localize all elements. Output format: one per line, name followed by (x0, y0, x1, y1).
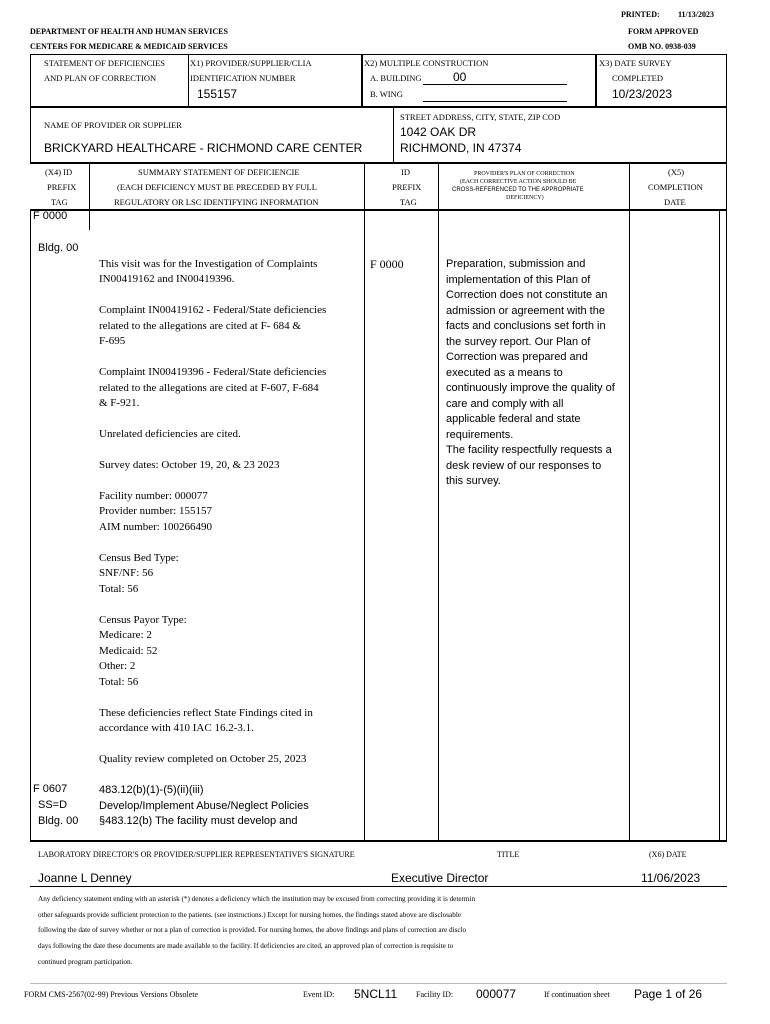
summary-p4: Unrelated deficiencies are cited. (99, 428, 241, 440)
summary-p6-l1: Facility number: 000077 (99, 490, 208, 502)
building-value: 00 (453, 70, 467, 84)
address-line-2: RICHMOND, IN 47374 (400, 141, 522, 155)
body-right-border (726, 211, 727, 841)
x3-label-2: COMPLETED (612, 73, 663, 83)
header-right-border (726, 54, 727, 164)
continuation-label: If continuation sheet (544, 990, 610, 999)
summary-p8-l2: Medicare: 2 (99, 629, 152, 641)
form-number: FORM CMS-2567(02-99) Previous Versions Obsolete (24, 990, 199, 999)
poc-line-14: desk review of our responses to (446, 460, 602, 472)
address-label: STREET ADDRESS, CITY, STATE, ZIP COD (400, 112, 561, 122)
col-sep-c (438, 164, 439, 210)
tag-severity: SS=D (38, 799, 68, 811)
summary-header-2: (EACH DEFICIENCY MUST BE PRECEDED BY FULL (117, 182, 317, 192)
poc-line-9: continuously improve the quality of (446, 382, 615, 394)
tag-bldg-00-2: Bldg. 00 (38, 815, 79, 827)
summary-p1-l2: IN00419162 and IN00419396. (99, 273, 235, 285)
summary-p2-l2: related to the allegations are cited at F- 684 & (99, 320, 301, 332)
footer-rule (30, 983, 727, 984)
disclaimer-line-5: continued program participation. (38, 958, 133, 966)
summary-p8-l3: Medicaid: 52 (99, 645, 158, 657)
statement-label-1: STATEMENT OF DEFICIENCIES (44, 58, 166, 68)
building-label: A. BUILDING (370, 73, 422, 83)
facility-id-value: 000077 (476, 987, 517, 1001)
summary-p6-l2: Provider number: 155157 (99, 505, 213, 517)
department-name: DEPARTMENT OF HEALTH AND HUMAN SERVICES (30, 27, 228, 36)
summary-p8-l4: Other: 2 (99, 660, 136, 672)
body-sep-inner-right (719, 211, 720, 841)
form-approved: FORM APPROVED (628, 27, 699, 36)
header-bottom-line (30, 162, 727, 164)
col-sep-b (364, 164, 365, 210)
header-sep-3 (595, 54, 597, 106)
facility-id-label: Facility ID: (416, 990, 454, 999)
body-left-border (30, 211, 31, 841)
poc-line-13: The facility respectfully requests a (446, 444, 612, 456)
summary-p7-l2: SNF/NF: 56 (99, 567, 154, 579)
x5-header-1: (X5) (668, 167, 685, 177)
tag-bldg-00: Bldg. 00 (38, 242, 79, 254)
poc-line-10: care and comply with all (446, 398, 564, 410)
header-sep-1 (188, 54, 189, 106)
building-underline (423, 84, 567, 85)
printed-date: 11/13/2023 (678, 10, 715, 19)
x4-header-2: PREFIX (47, 182, 77, 192)
printed-label: PRINTED: (621, 10, 660, 19)
omb-number: OMB NO. 0938-039 (628, 42, 696, 51)
provider-id-value: 155157 (197, 87, 238, 101)
poc-line-11: applicable federal and state (446, 413, 581, 425)
title-label: TITLE (497, 850, 520, 859)
body-sep-b (364, 211, 365, 841)
signature-date: 11/06/2023 (641, 871, 701, 885)
page-number: Page 1 of 26 (634, 987, 703, 1001)
poc-line-6: the survey report. Our Plan of (446, 336, 591, 348)
poc-header-4: DEFICIENCY) (506, 195, 544, 201)
tag-f0607: F 0607 (33, 783, 68, 795)
summary-p5: Survey dates: October 19, 20, & 23 2023 (99, 459, 280, 471)
poc-line-2: implementation of this Plan of (446, 274, 591, 286)
header-divider (30, 106, 727, 108)
summary-p1-l1: This visit was for the Investigation of Complaints (99, 258, 318, 270)
header-sep-2 (361, 54, 363, 106)
disclaimer-line-2: other safeguards provide sufficient protection to the patients. (see instructions.) Except for nursing homes, the findings stated above are disclosable (38, 911, 462, 919)
f607-line-2: Develop/Implement Abuse/Neglect Policies (99, 800, 309, 812)
x3-label-1: X3) DATE SURVEY (599, 58, 672, 68)
summary-p3-l1: Complaint IN00419396 - Federal/State deficiencies (99, 366, 327, 378)
summary-header-3: REGULATORY OR LSC IDENTIFYING INFORMATION (114, 197, 319, 207)
body-bottom-line (30, 840, 727, 842)
x6-date-label: (X6) DATE (649, 850, 687, 859)
poc-line-5: facts and conclusions set forth in (446, 320, 606, 332)
poc-line-1: Preparation, submission and (446, 258, 586, 270)
x5-header-3: DATE (664, 197, 686, 207)
column-header-bottom (30, 209, 727, 211)
id-header-3: TAG (400, 197, 417, 207)
signature-underline (30, 886, 727, 887)
poc-line-8: executed as a means to (446, 367, 563, 379)
survey-date-value: 10/23/2023 (612, 87, 673, 101)
summary-p8-l1: Census Payor Type: (99, 614, 187, 626)
summary-p10: Quality review completed on October 25, 2023 (99, 753, 307, 765)
x2-label: X2) MULTIPLE CONSTRUCTION (364, 58, 489, 68)
x4-header-1: (X4) ID (45, 167, 73, 177)
summary-p7-l1: Census Bed Type: (99, 552, 179, 564)
summary-p3-l3: & F-921. (99, 397, 140, 409)
poc-header-3: CROSS-REFERENCED TO THE APPROPRIATE (452, 187, 584, 193)
col-sep-d (629, 164, 630, 210)
id-header-1: ID (401, 167, 410, 177)
summary-header-1: SUMMARY STATEMENT OF DEFICIENCIE (138, 167, 300, 177)
summary-p9-l2: accordance with 410 IAC 16.2-3.1. (99, 722, 254, 734)
provider-name-label: NAME OF PROVIDER OR SUPPLIER (44, 120, 182, 130)
summary-p6-l3: AIM number: 100266490 (99, 521, 213, 533)
col-sep-e (726, 164, 727, 210)
summary-p9-l1: These deficiencies reflect State Findings cited in (99, 707, 313, 719)
wing-label: B. WING (370, 89, 403, 99)
header-left-border (30, 54, 31, 164)
tag-f0000: F 0000 (33, 210, 68, 222)
signer-title: Executive Director (391, 871, 489, 885)
body-tag-sep-top (89, 211, 90, 230)
id-header-2: PREFIX (392, 182, 422, 192)
summary-p2-l1: Complaint IN00419162 - Federal/State deficiencies (99, 304, 327, 316)
body-sep-d (629, 211, 630, 841)
poc-header-2: (EACH CORRECTIVE ACTION SHOULD BE (460, 179, 577, 185)
col-sep-a (89, 164, 90, 210)
poc-line-12: requirements. (446, 429, 514, 441)
x1-label-1: X1) PROVIDER/SUPPLIER/CLIA (190, 58, 312, 68)
disclaimer-line-4: days following the date these documents are made available to the facility. If deficiencies are cited, an approved plan of correction is requisite to (38, 942, 454, 950)
signature-label: LABORATORY DIRECTOR'S OR PROVIDER/SUPPLIER REPRESENTATIVE'S SIGNATURE (38, 850, 355, 859)
x4-header-3: TAG (51, 197, 68, 207)
summary-p7-l3: Total: 56 (99, 583, 139, 595)
f607-line-1: 483.12(b)(1)-(5)(ii)(iii) (99, 784, 204, 796)
f607-line-3: §483.12(b) The facility must develop and (99, 815, 298, 827)
disclaimer-line-3: following the date of survey whether or not a plan of correction is provided. For nursing homes, the above findings and plans of correction are disclo (38, 926, 467, 934)
event-id-label: Event ID: (303, 990, 335, 999)
poc-line-3: Correction does not constitute an (446, 289, 608, 301)
poc-line-15: this survey. (446, 475, 501, 487)
signer-name: Joanne L Denney (38, 871, 132, 885)
address-line-1: 1042 OAK DR (400, 125, 477, 139)
disclaimer-line-1: Any deficiency statement ending with an asterisk (*) denotes a deficiency which the institution may be excused from correcting providing it is determin (38, 895, 476, 903)
poc-line-4: admission or agreement with the (446, 305, 605, 317)
body-sep-c (438, 211, 439, 841)
poc-tag: F 0000 (370, 257, 404, 271)
centers-name: CENTERS FOR MEDICARE & MEDICAID SERVICES (30, 42, 228, 51)
summary-p3-l2: related to the allegations are cited at F-607, F-684 (99, 382, 319, 394)
x1-label-2: IDENTIFICATION NUMBER (190, 73, 296, 83)
poc-line-7: Correction was prepared and (446, 351, 588, 363)
event-id-value: 5NCL11 (354, 987, 398, 1001)
statement-label-2: AND PLAN OF CORRECTION (44, 73, 157, 83)
provider-name-value: BRICKYARD HEALTHCARE - RICHMOND CARE CENTER (44, 141, 363, 155)
wing-underline (423, 101, 567, 102)
summary-p8-l5: Total: 56 (99, 676, 139, 688)
summary-p2-l3: F-695 (99, 335, 126, 347)
header-top-line (30, 54, 727, 55)
name-address-sep (393, 108, 394, 164)
poc-header-1: PROVIDER'S PLAN OF CORRECTION (474, 171, 575, 177)
x5-header-2: COMPLETION (648, 182, 703, 192)
